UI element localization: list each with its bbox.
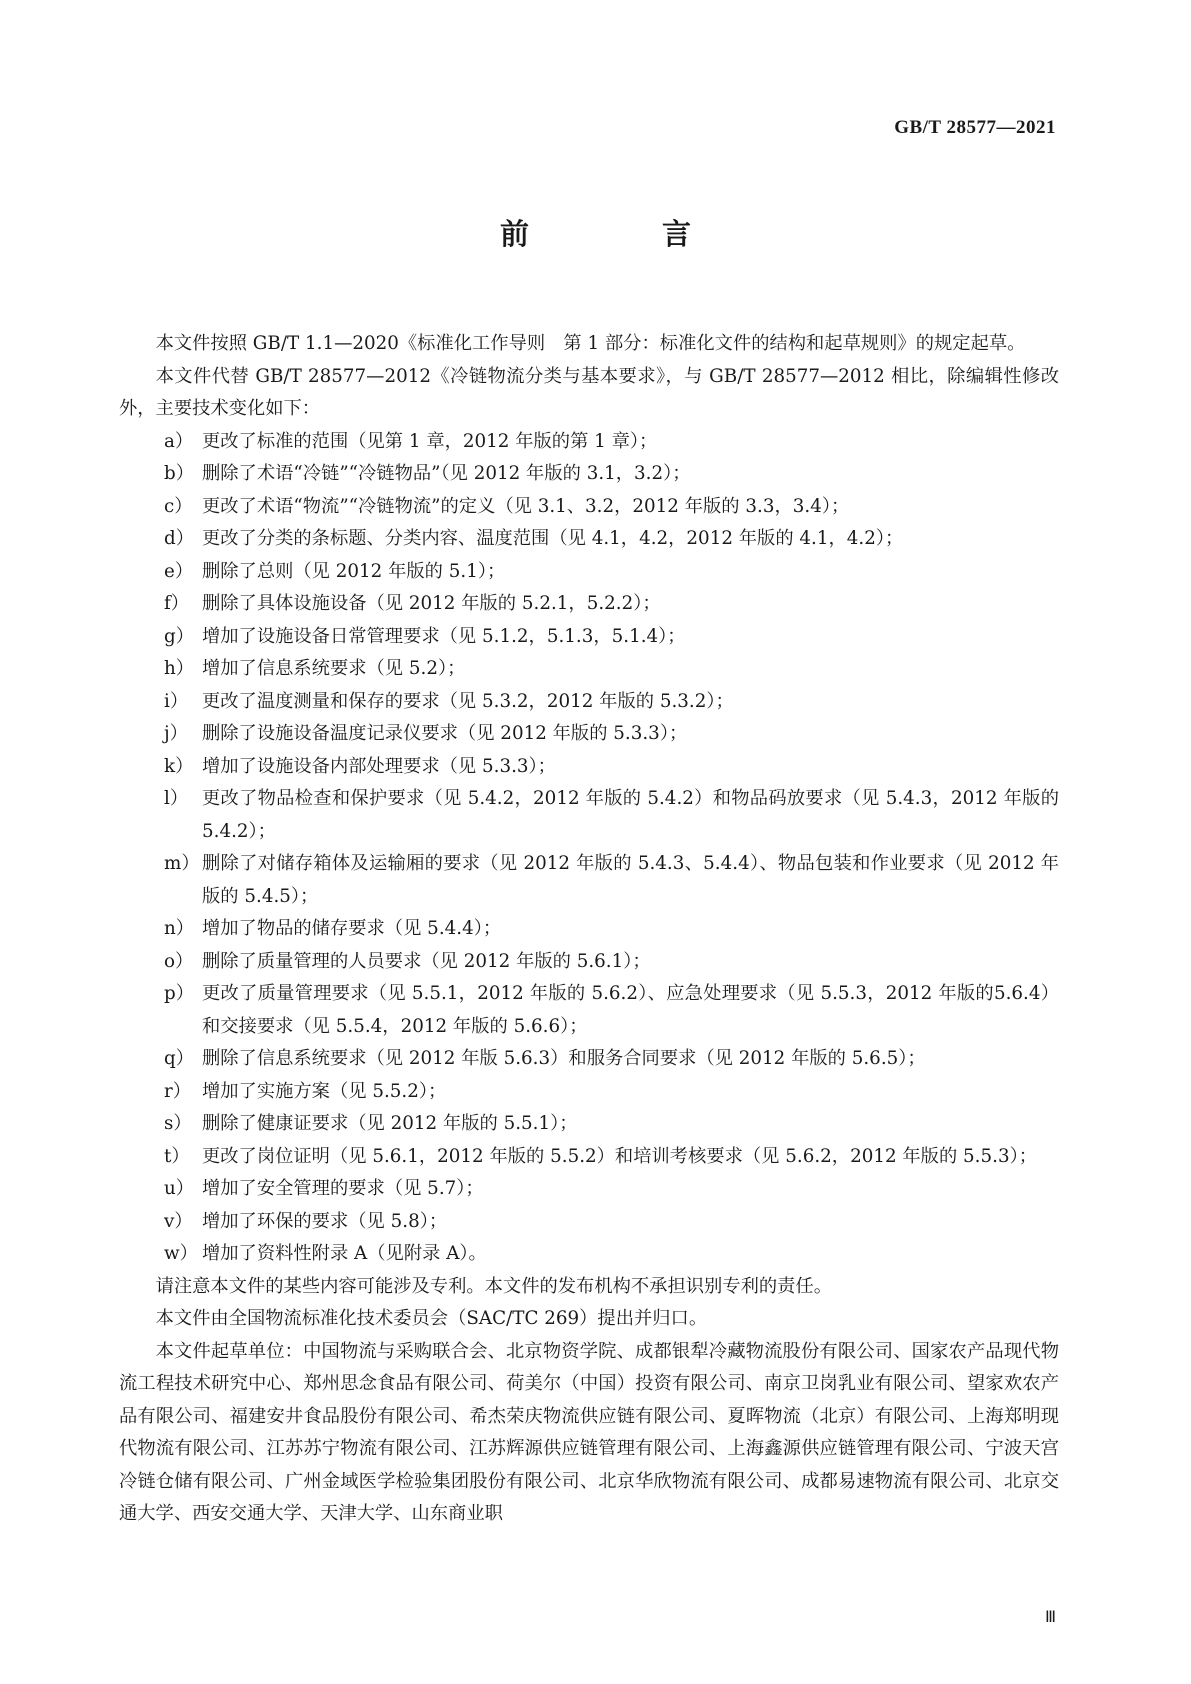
change-item-marker: p）	[164, 983, 194, 1004]
change-item	[119, 556, 1059, 589]
change-item-text: 更改了术语“物流”“冷链物流”的定义（见 3.1、3.2，2012 年版的 3.3，3.4）；	[202, 495, 850, 517]
change-item-marker: d）	[164, 528, 194, 549]
change-item	[119, 946, 1059, 979]
change-item-marker: a）	[164, 430, 194, 452]
change-item	[119, 1206, 1059, 1239]
change-item-text: 增加了环保的要求（见 5.8）；	[202, 1210, 448, 1232]
change-item-marker: e）	[164, 560, 194, 582]
change-item	[119, 718, 1059, 751]
change-item-text: 增加了设施设备内部处理要求（见 5.3.3）；	[202, 755, 556, 777]
change-item-text: 删除了质量管理的人员要求（见 2012 年版的 5.6.1）；	[202, 950, 651, 972]
change-item-marker: f）	[164, 593, 190, 614]
change-item-marker: h）	[164, 658, 195, 679]
change-item-text: 删除了具体设施设备（见 2012 年版的 5.2.1，5.2.2）；	[202, 593, 661, 614]
change-item-text: 更改了温度测量和保存的要求（见 5.3.2，2012 年版的 5.3.2）；	[202, 690, 734, 712]
change-item-text: 更改了分类的条标题、分类内容、温度范围（见 4.1，4.2，2012 年版的 4.1，4.2）；	[202, 528, 904, 549]
change-item-marker: k）	[164, 755, 194, 777]
change-item-marker: b）	[164, 463, 194, 484]
change-item-marker: l）	[164, 788, 189, 809]
change-item-text: 增加了物品的储存要求（见 5.4.4）；	[202, 918, 502, 939]
paragraph-drafting-basis: 本文件按照 GB/T 1.1—2020《标准化工作导则 第 1 部分：标准化文件的结构和起草规则》的规定起草。	[155, 333, 1026, 354]
change-item-marker: r）	[164, 1080, 192, 1102]
change-item-text: 增加了信息系统要求（见 5.2）；	[202, 658, 466, 679]
change-item-marker: j）	[164, 723, 188, 744]
change-item-marker: w）	[164, 1243, 198, 1264]
change-item	[119, 1238, 1059, 1271]
change-item-text: 更改了质量管理要求（见 5.5.1，2012 年版的 5.6.2）、应急处理要求（见 5.5.3，2012 年版的5.6.4）和交接要求（见 5.5.4，2012 年版的 5.6.6）；	[202, 983, 1059, 1037]
change-item-marker: m）	[164, 853, 200, 874]
change-item-text: 更改了岗位证明（见 5.6.1，2012 年版的 5.5.2）和培训考核要求（见 5.6.2，2012 年版的 5.5.3）；	[202, 1145, 1037, 1167]
change-item-text: 增加了资料性附录 A（见附录 A）。	[202, 1243, 487, 1264]
change-item-text: 删除了信息系统要求（见 2012 年版 5.6.3）和服务合同要求（见 2012 年版的 5.6.5）；	[202, 1048, 926, 1069]
change-item-text: 删除了对储存箱体及运输厢的要求（见 2012 年版的 5.4.3、5.4.4）、物品包装和作业要求（见 2012 年版的 5.4.5）；	[202, 853, 1059, 907]
change-item	[119, 913, 1059, 946]
change-item-text: 更改了物品检查和保护要求（见 5.4.2，2012 年版的 5.4.2）和物品码放要求（见 5.4.3，2012 年版的 5.4.2）；	[202, 788, 1059, 842]
change-item	[119, 588, 1059, 621]
page-number: Ⅲ	[1044, 1609, 1056, 1626]
change-item-marker: u）	[164, 1178, 195, 1199]
change-item	[119, 1043, 1059, 1076]
change-item-marker: o）	[164, 950, 194, 972]
change-item	[119, 426, 1059, 459]
change-item	[119, 458, 1059, 491]
change-item-text: 删除了术语“冷链”“冷链物品”（见 2012 年版的 3.1，3.2）；	[202, 463, 691, 484]
change-item	[119, 751, 1059, 784]
change-item-marker: n）	[164, 918, 195, 939]
change-item-text: 增加了安全管理的要求（见 5.7）；	[202, 1178, 484, 1199]
page-title: 前 言	[499, 217, 743, 251]
paragraph-replacement: 本文件代替 GB/T 28577—2012《冷链物流分类与基本要求》，与 GB/T 28577—2012 相比，除编辑性修改外，主要技术变化如下：	[119, 365, 1059, 419]
change-item	[119, 653, 1059, 686]
change-item-marker: c）	[164, 495, 193, 517]
change-item-marker: t）	[164, 1145, 190, 1167]
change-item	[119, 1173, 1059, 1206]
change-item	[119, 621, 1059, 654]
change-item	[119, 1141, 1059, 1174]
change-item	[119, 1108, 1059, 1141]
change-item-text: 删除了总则（见 2012 年版的 5.1）；	[202, 560, 506, 582]
change-item	[119, 1076, 1059, 1109]
change-item-marker: g）	[164, 625, 194, 647]
change-item	[119, 848, 1059, 913]
change-item-marker: s）	[164, 1113, 192, 1134]
change-item-text: 删除了设施设备温度记录仪要求（见 2012 年版的 5.3.3）；	[202, 723, 688, 744]
change-item	[119, 491, 1059, 524]
foreword-body	[119, 328, 1059, 1531]
paragraph-patent-notice: 请注意本文件的某些内容可能涉及专利。本文件的发布机构不承担识别专利的责任。	[155, 1275, 832, 1297]
change-item-marker: i）	[164, 690, 189, 712]
change-item-text: 更改了标准的范围（见第 1 章，2012 年版的第 1 章）；	[202, 430, 658, 452]
change-item	[119, 686, 1059, 719]
document-code: GB/T 28577—2021	[894, 117, 1056, 138]
change-item-text: 增加了实施方案（见 5.5.2）；	[202, 1080, 447, 1102]
changes-list	[119, 426, 1059, 1271]
change-item-marker: v）	[164, 1210, 193, 1232]
paragraph-drafting-units: 本文件起草单位：中国物流与采购联合会、北京物资学院、成都银犁冷藏物流股份有限公司、国家农产品现代物流工程技术研究中心、郑州思念食品有限公司、荷美尔（中国）投资有限公司、南京卫岗乳业有限公司、望家欢农产品有限公司、福建安井食品股份有限公司、希杰荣庆物流供应链有限公司、夏晖物流（北京）有限公司、上海郑明现代物流有限公司、江苏苏宁物流有限公司、江苏辉源供应链管理有限公司、上海鑫源供应链管理有限公司、宁波天宫冷链仓储有限公司、广州金域医学检验集团股份有限公司、北京华欣物流有限公司、成都易速物流有限公司、北京交通大学、西安交通大学、天津大学、山东商业职	[119, 1340, 1059, 1524]
change-item-text: 增加了设施设备日常管理要求（见 5.1.2，5.1.3，5.1.4）；	[202, 625, 686, 647]
change-item-text: 删除了健康证要求（见 2012 年版的 5.5.1）；	[202, 1113, 578, 1134]
paragraph-proposer: 本文件由全国物流标准化技术委员会（SAC/TC 269）提出并归口。	[155, 1308, 708, 1329]
change-item-marker: q）	[164, 1048, 194, 1069]
change-item	[119, 978, 1059, 1043]
change-item	[119, 523, 1059, 556]
change-item	[119, 783, 1059, 848]
